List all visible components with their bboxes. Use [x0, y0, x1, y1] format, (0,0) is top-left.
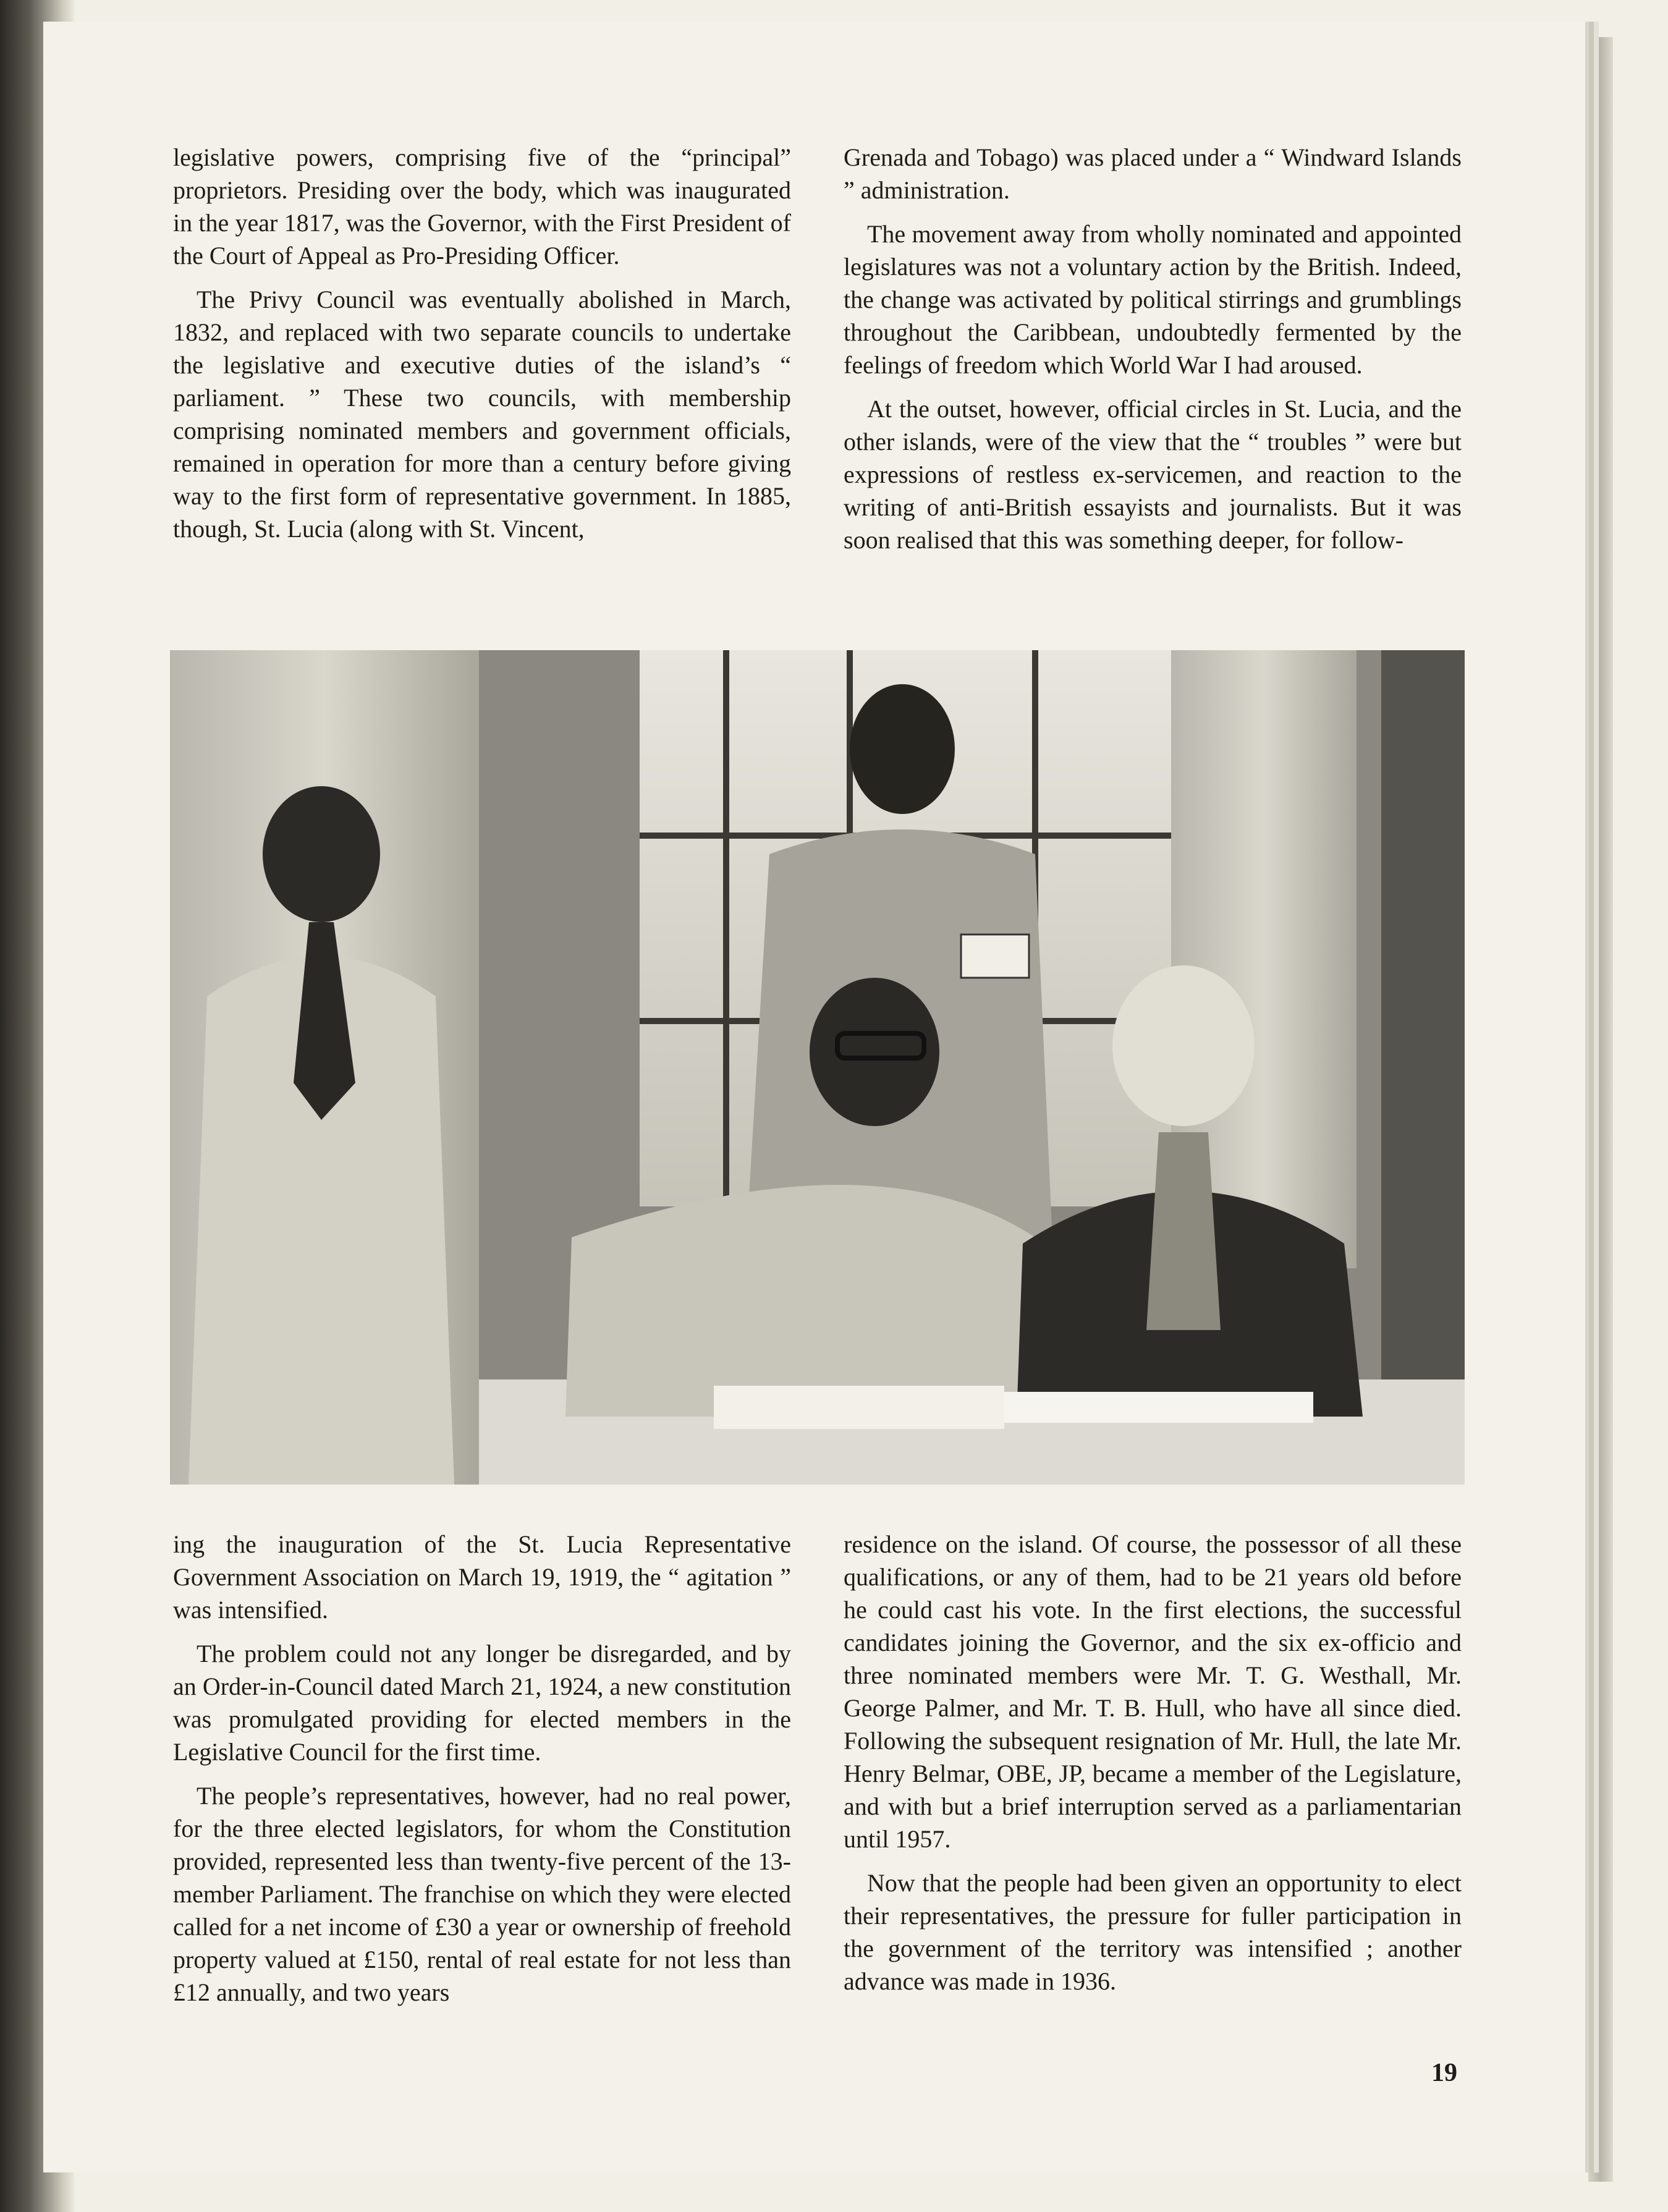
- photograph: [170, 650, 1465, 1485]
- paragraph: At the outset, however, official circles in St. Lucia, and the other islands, were of the view that the “ troubles ” were but expressions of restless ex-servicemen, and reaction to the writing of anti-British essayists and journalists. But it was soon realised that this was something deeper, for follow-: [844, 395, 1462, 554]
- paragraph: The people’s representatives, however, had no real power, for the three elected legislators, for whom the Constitution provided, represented less than twenty-five percent of the 13-member Parliament. The franchise on which they were elected called for a net income of £30 a year or ownership of freehold property valued at £150, rental of real estate for not less than £12 annually, and two years: [173, 1782, 791, 2006]
- paragraph: legislative powers, comprising five of the “principal” proprietors. Presiding over the body, which was inaugurated in the year 1817, was the Governor, with the First President of the Court of Appeal as Pro-Presiding Officer.: [173, 143, 791, 269]
- column-top-left: [173, 141, 791, 556]
- paragraph: The Privy Council was eventually abolished in March, 1832, and replaced with two separate councils to undertake the legislative and executive duties of the island’s “ parliament. ” These two councils, with membership comprising nominated members and government officials, remained in operation for more than a century before giving way to the first form of representative government. In 1885, though, St. Lucia (along with St. Vincent,: [173, 286, 791, 543]
- column-top-right: [844, 141, 1462, 567]
- page-number: 19: [1431, 2059, 1457, 2087]
- photograph-illustration: [170, 650, 1465, 1485]
- column-bottom-left: [173, 1528, 791, 2020]
- paragraph: ing the inauguration of the St. Lucia Representative Government Association on March 19, 1919, the “ agitation ” was intensified.: [173, 1530, 791, 1624]
- paragraph: Now that the people had been given an opportunity to elect their representatives, the pressure for fuller participation in the government of the territory was intensified ; another advance was made in 1936.: [844, 1869, 1462, 1995]
- paragraph: Grenada and Tobago) was placed under a “ Windward Islands ” administration.: [844, 143, 1462, 204]
- paragraph: The problem could not any longer be disregarded, and by an Order-in-Council dated March 21, 1924, a new constitution was promulgated providing for elected members in the Legislative Council for the first time.: [173, 1640, 791, 1766]
- column-bottom-right: [844, 1528, 1462, 2009]
- page-edge: [1588, 37, 1613, 2182]
- paragraph: residence on the island. Of course, the possessor of all these qualifications, or any of them, had to be 21 years old before he could cast his vote. In the first elections, the successful candidates joining the Governor, and the six ex-officio and three nominated members were Mr. T. G. Westhall, Mr. George Palmer, and Mr. T. B. Hull, who have all since died. Following the subsequent resignation of Mr. Hull, the late Mr. Henry Belmar, OBE, JP, became a member of the Legislature, and with but a brief interruption served as a parliamentarian until 1957.: [844, 1530, 1462, 1853]
- paragraph: The movement away from wholly nominated and appointed legislatures was not a voluntary action by the British. Indeed, the change was activated by political stirrings and grumblings throughout the Caribbean, undoubtedly fermented by the feelings of freedom which World War I had aroused.: [844, 220, 1462, 379]
